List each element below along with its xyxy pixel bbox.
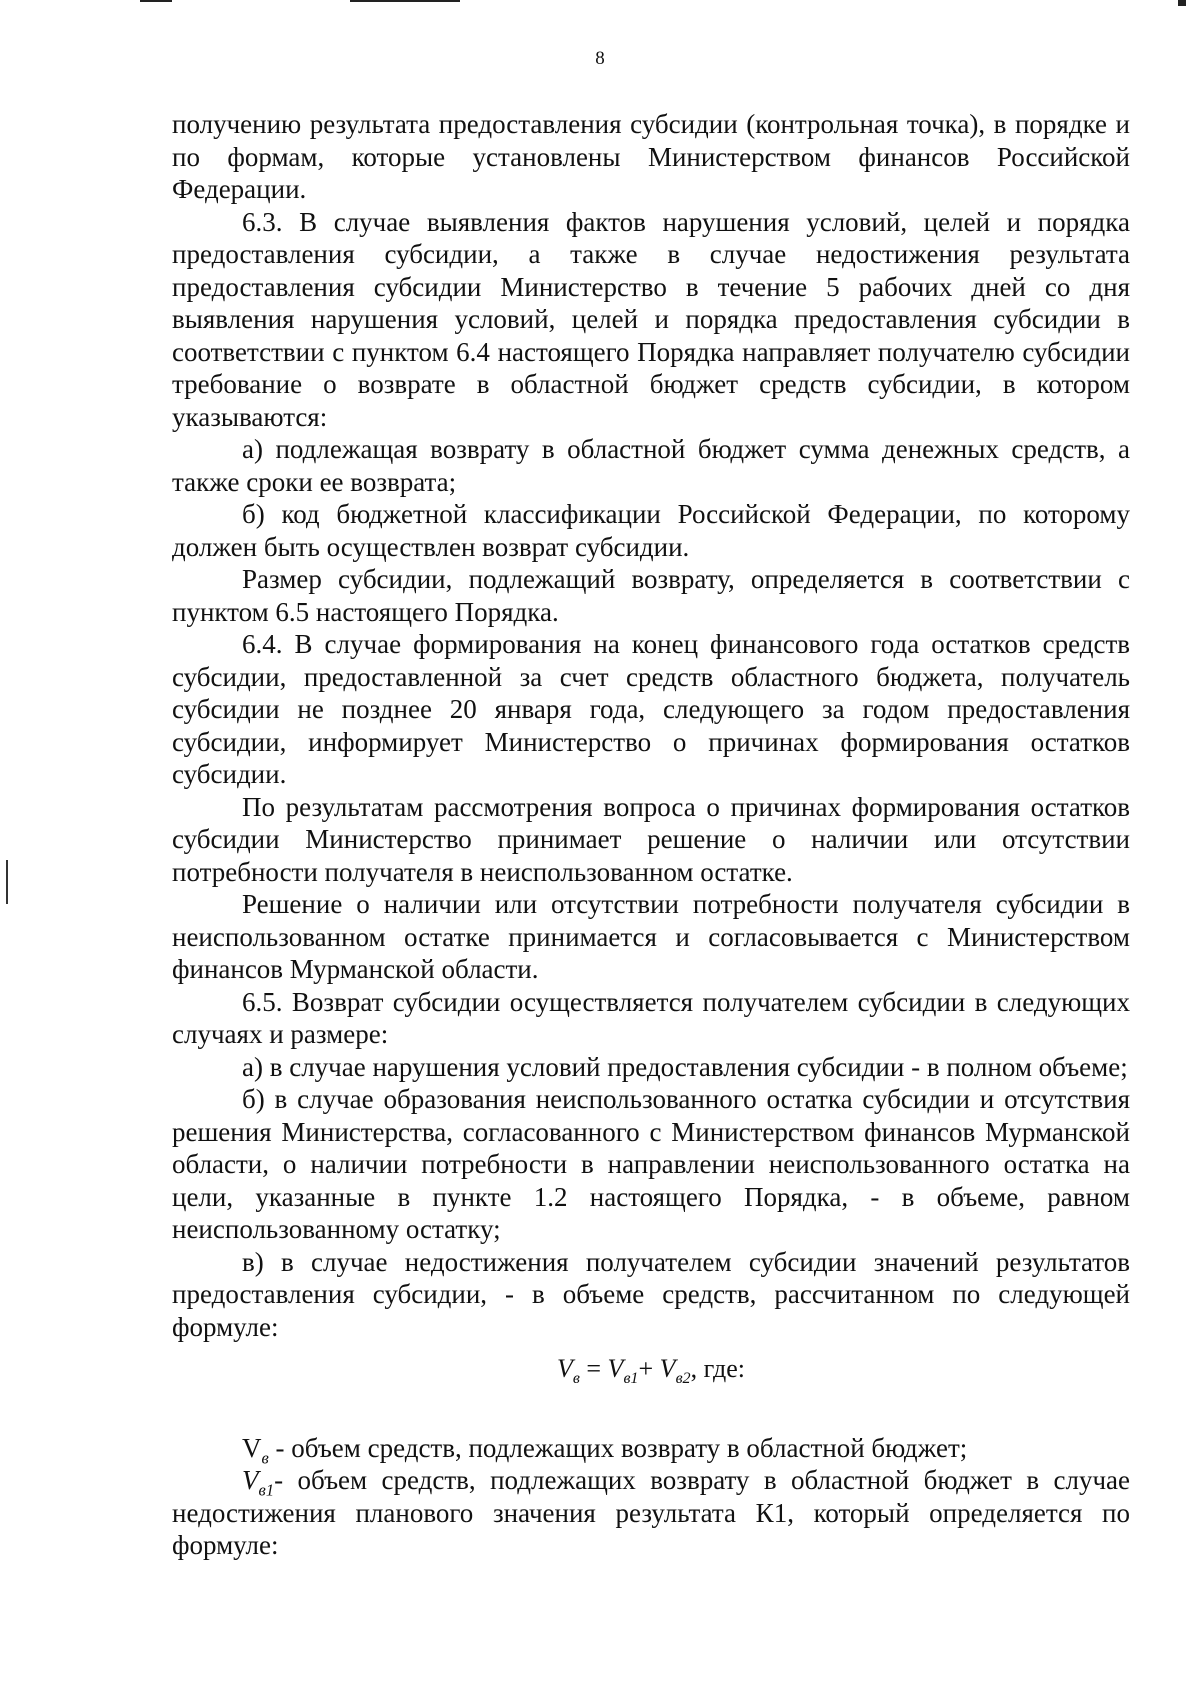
definition-symbol: V xyxy=(242,1465,259,1495)
definition xyxy=(172,1464,1130,1562)
formula-subscript: в2 xyxy=(675,1370,691,1388)
paragraph: а) подлежащая возврату в областной бюджет сумма денежных средств, а также сроки ее возврата; xyxy=(172,434,1130,497)
definition-subscript: в1 xyxy=(258,1480,275,1500)
formula-symbol: V xyxy=(607,1354,624,1383)
paragraph: 6.4. В случае формирования на конец финансового года остатков средств субсидии, предоставленной за счет средств областного бюджета, получатель субсидии не позднее 20 января года, следующего за годом предоставления субсидии, информирует Министерство о причинах формирования остатков субсидии. xyxy=(172,629,1130,789)
page-number: 8 xyxy=(595,48,605,69)
definition-text: - объем средств, подлежащих возврату в областной бюджет; xyxy=(268,1432,968,1463)
paragraph: в) в случае недостижения получателем субсидии значений результатов предоставления субсидии, - в объеме средств, рассчитанном по следующей формуле: xyxy=(172,1246,1130,1342)
scan-artifact xyxy=(1178,0,1186,6)
definition-text: - объем средств, подлежащих возврату в областной бюджет в случае недостижения планового значения результата К1, который определяется по формуле: xyxy=(172,1465,1130,1560)
formula-operator: + xyxy=(638,1354,660,1383)
paragraph: а) в случае нарушения условий предоставления субсидии - в полном объеме; xyxy=(242,1051,1128,1082)
definition-symbol: V xyxy=(242,1432,262,1463)
scan-artifact xyxy=(350,0,460,2)
paragraph: По результатам рассмотрения вопроса о причинах формирования остатков субсидии Министерство принимает решение о наличии или отсутствии потребности получателя в неиспользованном остатке. xyxy=(172,791,1130,887)
paragraph: Размер субсидии, подлежащий возврату, определяется в соответствии с пунктом 6.5 настоящего Порядка. xyxy=(172,564,1130,627)
paragraph: 6.5. Возврат субсидии осуществляется получателем субсидии в следующих случаях и размере: xyxy=(172,986,1130,1049)
formula-operator: = xyxy=(579,1354,608,1383)
formula xyxy=(172,1353,1130,1386)
scan-artifact xyxy=(140,0,172,2)
paragraph: 6.3. В случае выявления фактов нарушения условий, целей и порядка предоставления субсидии, а также в случае недостижения результата предоставления субсидии Министерство в течение 5 рабочих дней со дня выявления нарушения условий, целей и порядка предоставления субсидии в соответствии с пунктом 6.4 настоящего Порядка направляет получателю субсидии требование о возврате в областной бюджет средств субсидии, в котором указываются: xyxy=(172,206,1130,432)
scan-margin-line xyxy=(6,860,8,904)
paragraph: б) в случае образования неиспользованного остатка субсидии и отсутствия решения Министерства, согласованного с Министерством финансов Мурманской области, о наличии потребности в направлении неиспользованного остатка на цели, указанные в пункте 1.2 настоящего Порядка, - в объеме, равном неиспользованному остатку; xyxy=(172,1084,1130,1244)
formula-subscript: в1 xyxy=(623,1370,639,1388)
formula-symbol: V xyxy=(556,1354,573,1383)
definition xyxy=(172,1432,1130,1465)
formula-tail: , где: xyxy=(690,1354,745,1383)
paragraph: б) код бюджетной классификации Российской Федерации, по которому должен быть осуществлен возврат субсидии. xyxy=(172,499,1130,562)
paragraph: Решение о наличии или отсутствии потребности получателя субсидии в неиспользованном остатке принимается и согласовывается с Министерством финансов Мурманской области. xyxy=(172,889,1130,984)
formula-symbol: V xyxy=(659,1354,676,1383)
document-body xyxy=(172,108,1130,1562)
formula-subscript: в xyxy=(572,1370,580,1388)
paragraph: получению результата предоставления субсидии (контрольная точка), в порядке и по формам, которые установлены Министерством финансов Российской Федерации. xyxy=(172,109,1130,204)
definition-subscript: в xyxy=(261,1447,269,1467)
